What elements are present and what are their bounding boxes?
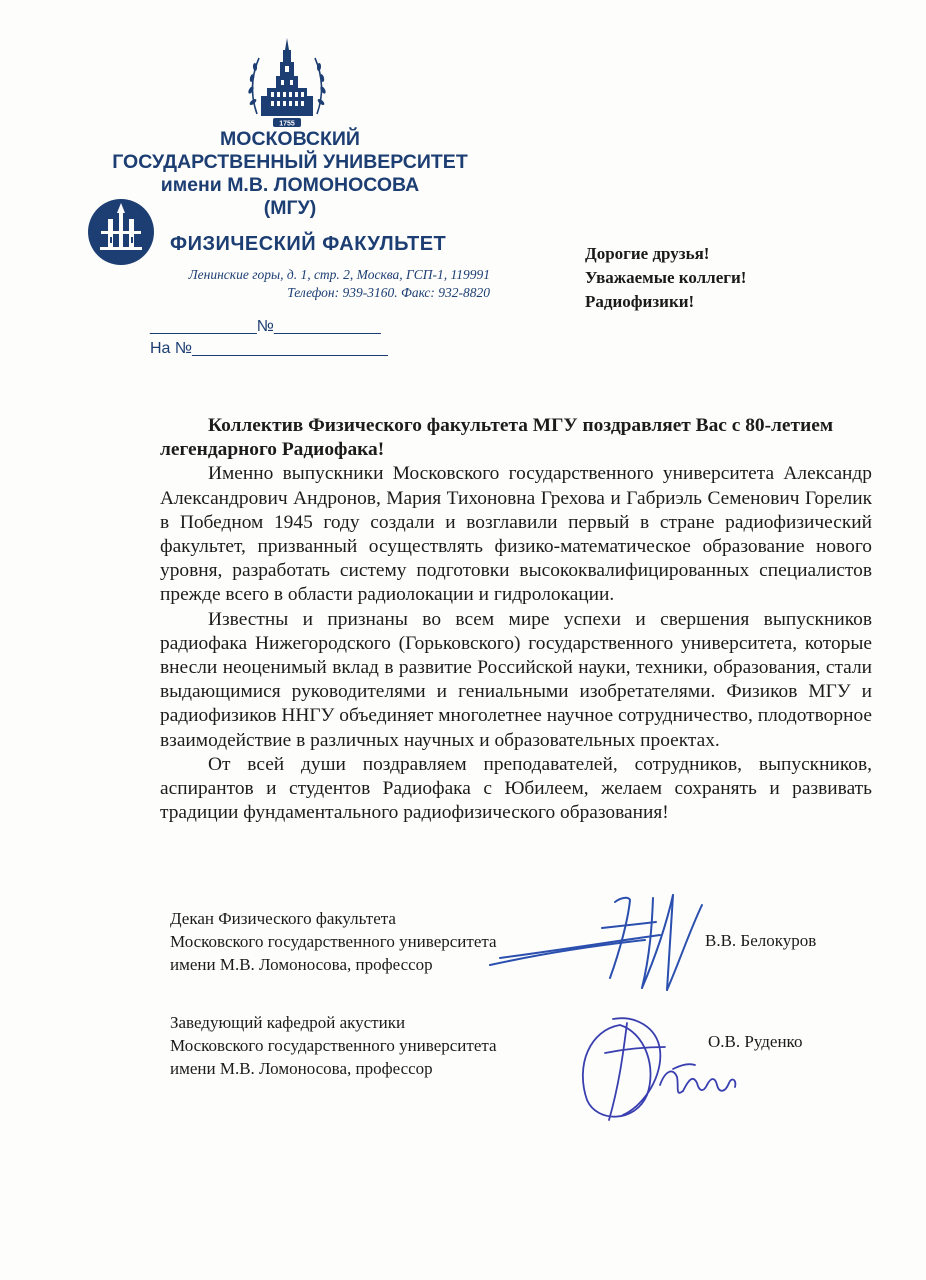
body-paragraph-1: Именно выпускники Московского государственного университета Александр Александрович Андронов, Мария Тихоновна Грехова и Габриэль Семенович Горелик в Победном 1945 году создали и возглавили первый в стране радиофизический факультет, призванный осуществлять физико-математическое образование нового уровня, разработать систему подготовки высококвалифицированных специалистов прежде всего в области радиолокации и гидролокации. [160, 463, 872, 606]
reference-number-line: На №______________________ [150, 340, 388, 357]
faculty-name: ФИЗИЧЕСКИЙ ФАКУЛЬТЕТ [170, 233, 447, 255]
greeting-line-2: Уважаемые коллеги! [585, 268, 747, 287]
body-paragraph-3: От всей души поздравляем преподавателей, сотрудников, выпускников, аспирантов и студентов Радиофака с Юбилеем, желаем сохранять и развивать традиции фундаментального радиофизического образования! [160, 753, 872, 824]
letter-body [160, 414, 872, 825]
signatory-2-name: О.В. Руденко [708, 1032, 803, 1051]
physics-faculty-logo [86, 197, 156, 267]
university-abbrev: (МГУ) [263, 197, 317, 219]
signatory-2-title [170, 1011, 497, 1080]
faculty-address: Ленинские горы, д. 1, стр. 2, Москва, ГСП-1, 119991 [188, 267, 490, 282]
lead-paragraph: Коллектив Физического факультета МГУ поздравляет Вас с 80-летием легендарного Радиофака! [160, 415, 834, 461]
greeting-line-1: Дорогие друзья! [585, 244, 710, 263]
signatory-2-title-line1: Заведующий кафедрой акустики [170, 1013, 406, 1032]
university-name-line1: МОСКОВСКИЙ [220, 128, 360, 150]
handwritten-signature-1 [470, 880, 740, 1000]
signatory-1-title [170, 907, 497, 976]
emblem-year: 1755 [279, 120, 295, 128]
body-paragraph-2: Известны и признаны во всем мире успехи и свершения выпускников радиофака Нижегородского (Горьковского) государственного университета, которые внесли неоценимый вклад в развитие Российской науки, техники, образования, стали выдающимися руководителями и гениальными изобретателями. Физиков МГУ и радиофизиков ННГУ объединяет многолетнее научное сотрудничество, плодотворное взаимодействие в различных научных и образовательных проектах. [160, 608, 872, 751]
faculty-phone-fax: Телефон: 939-3160. Факс: 932-8820 [287, 285, 490, 300]
handwritten-signature-2 [565, 1005, 760, 1130]
university-name-line2: ГОСУДАРСТВЕННЫЙ УНИВЕРСИТЕТ [112, 151, 468, 173]
signatory-1-title-line3: имени М.В. Ломоносова, профессор [170, 955, 433, 974]
signatory-1-title-line1: Декан Физического факультета [170, 909, 396, 928]
outgoing-number-line: ____________№____________ [150, 318, 381, 335]
university-name-line3: имени М.В. ЛОМОНОСОВА [160, 174, 420, 196]
signatory-1-name: В.В. Белокуров [705, 931, 817, 950]
signatory-2-title-line2: Московского государственного университета [170, 1036, 497, 1055]
msu-emblem-logo [243, 36, 331, 130]
greeting-line-3: Радиофизики! [585, 292, 695, 311]
signatory-1-title-line2: Московского государственного университета [170, 932, 497, 951]
signatory-2-title-line3: имени М.В. Ломоносова, профессор [170, 1059, 433, 1078]
